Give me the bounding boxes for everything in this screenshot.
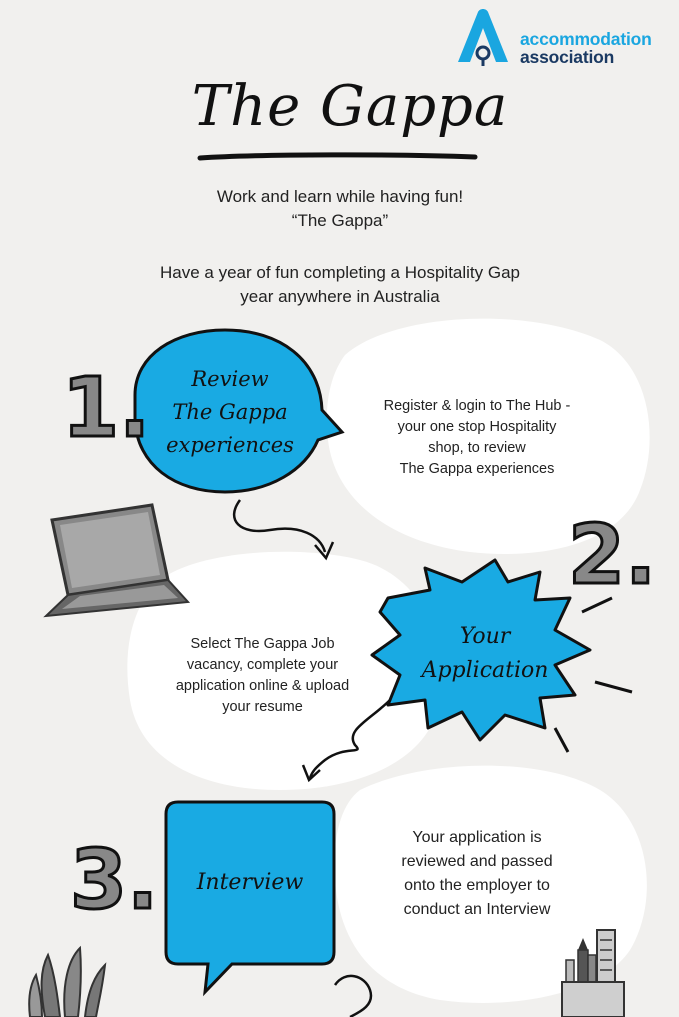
- step-3-description-line: onto the employer to: [404, 877, 550, 894]
- page-title: The Gappa: [191, 74, 509, 139]
- brand-logo[interactable]: [520, 30, 652, 66]
- step-2-description-line: your resume: [222, 699, 303, 715]
- step-2-number: 2.: [568, 508, 657, 603]
- arrow-1-icon: [234, 500, 333, 558]
- step-2-description-line: application online & upload: [175, 678, 350, 694]
- step-2-description-line: Select The Gappa Job: [190, 636, 335, 652]
- step-2-label-line: Application: [421, 658, 549, 683]
- arrow-3-icon: [335, 976, 371, 1017]
- brand-line-1: accommodation: [520, 29, 652, 49]
- step-3-number: 3.: [70, 833, 159, 928]
- step-3-description-line: conduct an Interview: [403, 901, 551, 918]
- step-1-description-line: shop, to review: [428, 440, 526, 456]
- step-1-label-line: experiences: [166, 433, 294, 457]
- step-2-description: [150, 634, 375, 718]
- step-1-description-line: your one stop Hospitality: [397, 419, 557, 435]
- step-1-label-line: Review: [191, 367, 269, 391]
- step-3-description-line: reviewed and passed: [401, 853, 553, 870]
- step-1-description-line: Register & login to The Hub -: [383, 398, 571, 414]
- step-1-label-line: The Gappa: [172, 400, 288, 424]
- step-2-label-line: Your: [459, 624, 511, 649]
- title-underline: [200, 155, 475, 158]
- laptop-icon: [46, 505, 188, 616]
- step-3-label-line: Interview: [196, 870, 304, 895]
- step-2-description-line: vacancy, complete your: [186, 657, 339, 673]
- tagline-1: Work and learn while having fun!: [216, 187, 464, 206]
- intro-body-1: Have a year of fun completing a Hospitality Gap: [159, 263, 521, 282]
- step-3-description: [362, 826, 592, 922]
- step-3-label: [168, 866, 332, 900]
- brand-line-2: association: [520, 47, 615, 67]
- step-1-description: [352, 396, 602, 480]
- plant-icon: [29, 948, 105, 1017]
- step-2-label: [405, 620, 565, 688]
- step-1-label: [140, 363, 320, 462]
- step-1-number: 1.: [62, 361, 151, 456]
- location-pin-icon: [458, 9, 508, 66]
- intro-body-2: year anywhere in Australia: [240, 287, 440, 306]
- tagline-2: “The Gappa”: [291, 211, 389, 230]
- step-1-description-line: The Gappa experiences: [399, 461, 555, 477]
- step-3-description-line: Your application is: [412, 829, 542, 846]
